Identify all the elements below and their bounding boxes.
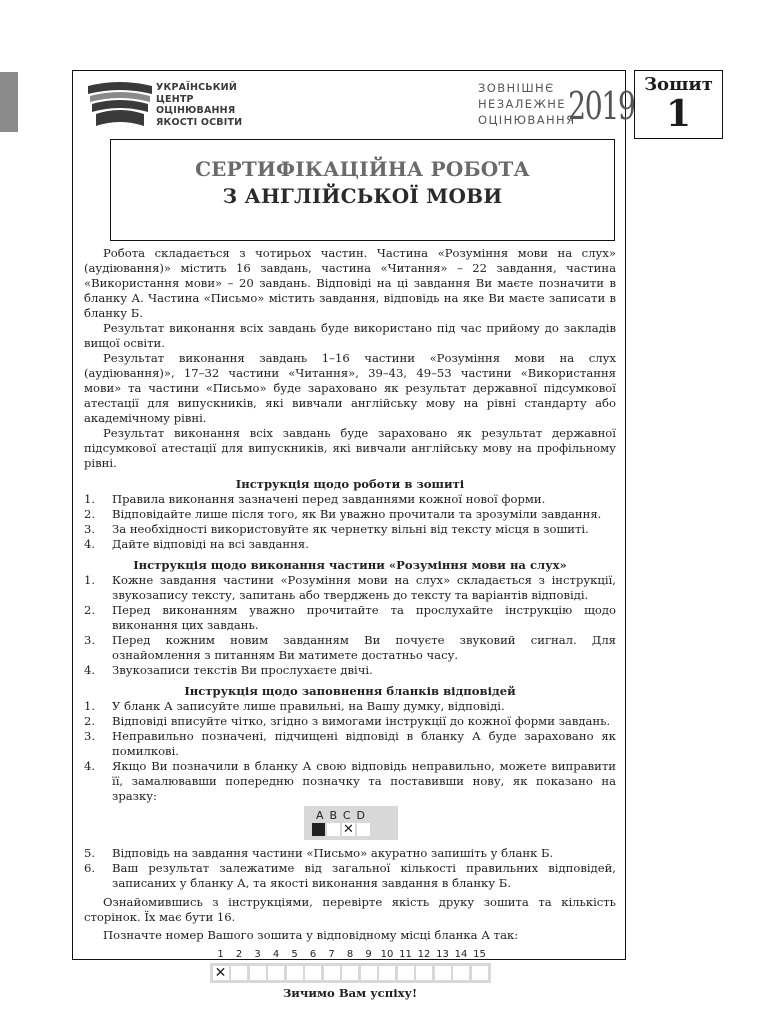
- selector-box: [305, 966, 321, 980]
- section-heading-notebook: Інструкція щодо роботи в зошиті: [235, 477, 465, 491]
- selector-box: [416, 966, 432, 980]
- instructions-content: [84, 246, 616, 1001]
- sample-empty-cell: [357, 823, 370, 836]
- sample-letters: ABCD: [316, 809, 372, 822]
- check-paragraph: Ознайомившись з інструкціями, перевірте якість друку зошита та кількість сторінок. Їх має бути 16.: [84, 895, 616, 924]
- selector-box: [231, 966, 247, 980]
- notebook-number: 1: [665, 93, 692, 135]
- selector-box-checked: ✕: [213, 966, 229, 980]
- title-box: [110, 139, 615, 241]
- section-heading-listening: Інструкція щодо виконання частини «Розуміння мови на слух»: [133, 558, 567, 572]
- sample-cross-cell: ✕: [343, 822, 354, 837]
- good-luck-text: Зичимо Вам успіху!: [282, 986, 418, 1000]
- selector-box: [379, 966, 395, 980]
- selector-box: [268, 966, 284, 980]
- notebook-number-box: [634, 70, 723, 139]
- mark-number-paragraph: Позначте номер Вашого зошита у відповідному місці бланка А так:: [103, 928, 519, 942]
- list-item: 4. Якщо Ви позначили в бланку А свою відповідь неправильно, можете виправити її, замалювавши попередню позначку та поставивши нову, як показано на зразку:: [84, 759, 616, 803]
- list-item: 3. Неправильно позначені, підчищені відповіді в бланку А буде зараховано як помилкові.: [84, 729, 616, 758]
- selector-box: [453, 966, 469, 980]
- selector-boxes: [210, 963, 491, 983]
- intro-paragraph: Результат виконання всіх завдань буде використано під час прийому до закладів вищої освіти.: [84, 321, 616, 350]
- zno-2019-logo: ЗОВНІШНЄ НЕЗАЛЕЖНЕ ОЦІНЮВАННЯ 2019: [478, 78, 618, 134]
- selector-box: [250, 966, 266, 980]
- selector-box: [324, 966, 340, 980]
- selector-box: [435, 966, 451, 980]
- intro-paragraph: Результат виконання всіх завдань буде зараховано як результат державної підсумкової атестації для випускників, які вивчали англійську мову на профільному рівні.: [84, 426, 616, 470]
- section-heading-answer-sheets: Інструкція щодо заповнення бланків відповідей: [184, 684, 516, 698]
- sample-empty-cell: [327, 823, 340, 836]
- selector-box: [342, 966, 358, 980]
- list-item: 3. За необхідності використовуйте як чернетку вільні від тексту місця в зошиті.: [84, 522, 589, 536]
- intro-paragraph: Результат виконання завдань 1–16 частини «Розуміння мови на слух (аудіювання)», 17–32 частини «Читання», 39–43, 49–53 частини «Використання мови» та частини «Письмо» буде зараховано як результат державної підсумкової атестації для випускників, які вивчали англійську мову на рівні стандарту або академічному рівні.: [84, 351, 616, 425]
- list-item: 2. Відповідайте лише після того, як Ви уважно прочитали та зрозуміли завдання.: [84, 507, 602, 521]
- list-item: 5. Відповідь на завдання частини «Письмо» акуратно запишіть у бланк Б.: [84, 846, 554, 860]
- ucoz-logo: [86, 80, 256, 134]
- list-item: 1. Кожне завдання частини «Розуміння мови на слух» складається з інструкції, звукозапису тексту, запитань або тверджень до тексту та варіантів відповіді.: [84, 573, 616, 602]
- correction-sample: [304, 806, 398, 840]
- list-item: 2. Перед виконанням уважно прочитайте та прослухайте інструкцію щодо виконання цих завдань.: [84, 603, 616, 632]
- list-item: 4. Дайте відповіді на всі завдання.: [84, 537, 309, 551]
- zno-year: 2019: [568, 84, 635, 128]
- list-item: 4. Звукозаписи текстів Ви прослухаєте двічі.: [84, 663, 373, 677]
- notebook-number-selector: [84, 947, 616, 983]
- selector-box: [361, 966, 377, 980]
- selector-box: [287, 966, 303, 980]
- ucoz-logo-icon: [86, 80, 154, 132]
- listening-instructions-list: [84, 573, 616, 678]
- list-item: 1. Правила виконання зазначені перед завданнями кожної нової форми.: [84, 492, 546, 506]
- title-line-2: З АНГЛІЙСЬКОЇ МОВИ: [222, 184, 503, 208]
- list-item: 6. Ваш результат залежатиме від загальної кількості правильних відповідей, записаних у бланку А, та якості виконання завдання в бланку Б.: [84, 861, 616, 890]
- selector-box: [472, 966, 488, 980]
- list-item: 1. У бланк А записуйте лише правильні, на Вашу думку, відповіді.: [84, 699, 505, 713]
- list-item: 2. Відповіді вписуйте чітко, згідно з вимогами інструкції до кожної форми завдань.: [84, 714, 611, 728]
- sample-filled-cell: [312, 823, 325, 836]
- page-edge-marker: [0, 72, 18, 132]
- notebook-instructions-list: [84, 492, 616, 552]
- answer-sheet-instructions-list-2: [84, 846, 616, 891]
- intro-paragraph: Робота складається з чотирьох частин. Частина «Розуміння мови на слух» (аудіювання)» містить 16 завдань, частина «Читання» – 22 завдання, частина «Використання мови» – 20 завдань. Відповіді на ці завдання Ви маєте позначити в бланку А. Частина «Письмо» містить завдання, відповідь на яке Ви маєте записати в бланку Б.: [84, 246, 616, 320]
- list-item: 3. Перед кожним новим завданням Ви почуєте звуковий сигнал. Для ознайомлення з питанням Ви матимете достатньо часу.: [84, 633, 616, 662]
- notebook-label: Зошит: [644, 74, 713, 95]
- title-line-1: СЕРТИФІКАЦІЙНА РОБОТА: [195, 157, 530, 181]
- selector-box: [398, 966, 414, 980]
- selector-numbers: 1 2 3 4 5 6 7 8 9 10 11 12 13 14 15: [217, 949, 486, 960]
- answer-sheet-instructions-list: [84, 699, 616, 804]
- ucoz-logo-text: УКРАЇНСЬКИЙ ЦЕНТР ОЦІНЮВАННЯ ЯКОСТІ ОСВІТИ: [156, 82, 243, 128]
